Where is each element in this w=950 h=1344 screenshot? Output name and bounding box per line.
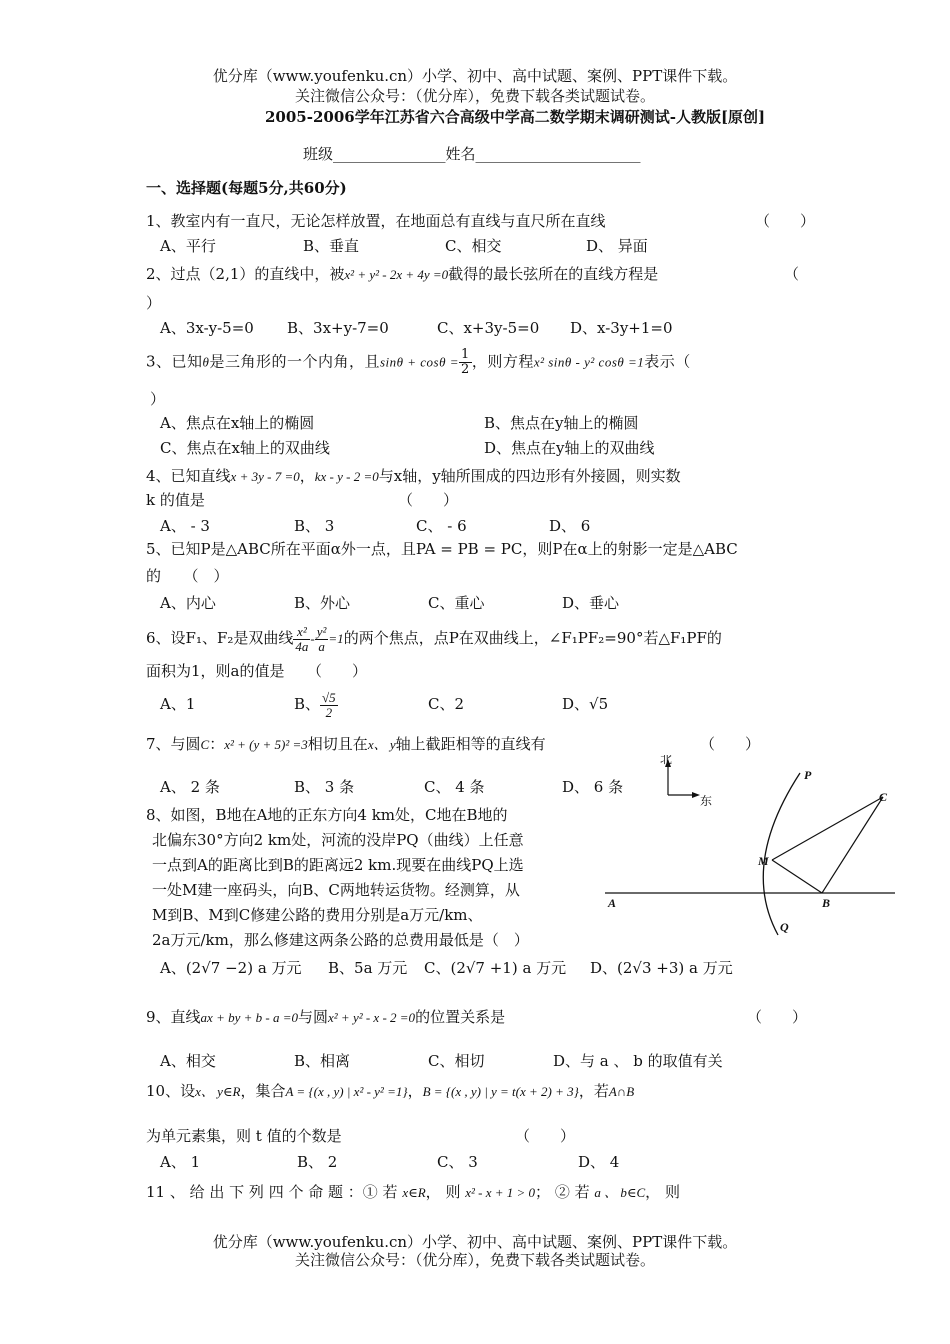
q2-post: 截得的最长弦所在的直线方程是	[448, 265, 659, 283]
q6-option-d: D、√5	[562, 695, 609, 713]
q10-intersection: A∩B	[608, 1084, 635, 1099]
q8-option-c: C、(2√7 +1) a 万元	[424, 959, 567, 977]
q2-option-c: C、x+3y-5=0	[437, 319, 540, 337]
q1-bracket: （ ）	[755, 212, 816, 230]
q3-mid2: ，则方程	[471, 352, 534, 371]
section-heading: 一、选择题(每题5分,共60分)	[146, 179, 347, 197]
q8-option-d: D、(2√3 +3) a 万元	[590, 959, 733, 977]
q7-colon: ：	[209, 735, 225, 753]
q4-line1: x + 3y - 7 =0	[230, 469, 300, 484]
q7-axes: x、 y	[367, 737, 396, 752]
q10-stem-line2: 为单元素集，则 t 值的个数是	[146, 1127, 342, 1145]
q8-line-5: M到B、M到C修建公路的费用分别是a万元/km、	[152, 906, 483, 924]
q6-eq: =1	[328, 631, 344, 646]
q7-option-a: A、 2 条	[160, 778, 220, 796]
q4-line2: kx - y - 2 =0	[314, 469, 379, 484]
q3-frac-num: 1	[461, 347, 470, 362]
header-line-1: 优分库（www.youfenku.cn）小学、初中、高中试题、案例、PPT课件下载。	[212, 67, 738, 85]
q6-stem-line2: 面积为1，则a的值是 （ ）	[146, 662, 367, 680]
q11-text1: 11 、 给 出 下 列 四 个 命 题 ：① 若	[146, 1183, 398, 1201]
point-p-label: P	[804, 768, 812, 782]
q10-option-d: D、 4	[578, 1153, 620, 1171]
q10-set-a: A = {(x , y) | x² - y² =1}	[285, 1084, 408, 1099]
q9-option-a: A、相交	[160, 1052, 216, 1070]
q4-stem	[146, 466, 681, 487]
q9-pre: 9、直线	[146, 1008, 201, 1026]
q6-post: 的两个焦点，点P在双曲线上，∠F₁PF₂=90°若△F₁PF的	[343, 629, 722, 647]
q3-frac-den: 2	[461, 362, 470, 377]
q4-post: 与x轴，y轴所围成的四边形有外接圆，则实数	[378, 467, 681, 485]
q6-option-c: C、2	[428, 695, 465, 713]
q1-option-a: A、平行	[160, 237, 216, 255]
q4-sep: ，	[299, 467, 315, 485]
q11-expr2: x² - x + 1 > 0	[465, 1185, 536, 1200]
point-a-label: A	[608, 896, 617, 910]
q5-stem-line2: 的 （ ）	[146, 567, 229, 585]
q5-stem: 5、已知P是△ABC所在平面α外一点，且PA = PB = PC，则P在α上的射影一定是△ABC	[146, 540, 738, 558]
q7-option-b: B、 3 条	[294, 778, 355, 796]
q4-option-b: B、 3	[294, 517, 335, 535]
q3-close: ）	[150, 390, 166, 408]
q1-option-b: B、垂直	[303, 237, 360, 255]
q8-line-2: 北偏东30°方向2 km处，河流的没岸PQ（曲线）上任意	[152, 831, 524, 849]
q11-expr3: a 、 b∈C	[594, 1185, 646, 1200]
q6-frac1	[293, 625, 310, 654]
q4-stem-line2: k 的值是	[146, 491, 205, 509]
q7-option-d: D、 6 条	[562, 778, 624, 796]
q2-option-d: D、x-3y+1=0	[570, 319, 673, 337]
q10-set-b: B = {(x , y) | y = t(x + 2) + 3}	[422, 1084, 579, 1099]
q2-circle-equation: x² + y² - 2x + 4y =0	[344, 267, 449, 282]
class-name-line: 班级_______________姓名______________________	[303, 145, 641, 163]
q11-stem	[146, 1182, 680, 1203]
q2-option-a: A、3x-y-5=0	[160, 319, 254, 337]
q5-option-d: D、垂心	[562, 594, 620, 612]
q4-pre: 4、已知直线	[146, 467, 231, 485]
q3-option-a: A、焦点在x轴上的椭圆	[160, 414, 315, 432]
q6-frac2	[315, 625, 329, 654]
q3-option-c: C、焦点在x轴上的双曲线	[160, 439, 330, 457]
point-q-label: Q	[780, 920, 789, 934]
q11-text4: ， 则	[645, 1183, 680, 1201]
q6-frac1-den: 4a	[295, 638, 309, 654]
q6-option-b	[294, 684, 338, 724]
q10-post: ，若	[578, 1082, 609, 1100]
q6-minus: -	[310, 631, 315, 646]
q10-option-a: A、 1	[160, 1153, 201, 1171]
q7-bracket: （ ）	[700, 735, 761, 753]
q3-expr2: x² sinθ - y² cosθ =1	[533, 354, 645, 370]
q11-text3: ； ② 若	[535, 1183, 590, 1201]
q6-option-b-label: B、	[294, 695, 321, 713]
q9-option-b: B、相离	[294, 1052, 351, 1070]
q8-option-a: A、(2√7 −2) a 万元	[160, 959, 302, 977]
q6-frac1-num: x²	[293, 625, 310, 640]
q3-pre: 3、已知	[146, 352, 203, 371]
segment-mc	[772, 797, 883, 860]
q1-option-d: D、 异面	[586, 237, 648, 255]
q10-stem	[146, 1081, 634, 1102]
q8-line-6: 2a万元/km，那么修建这两条公路的总费用最低是（ ）	[152, 931, 529, 949]
q11-text2: ， 则	[425, 1183, 461, 1201]
q9-stem	[146, 1007, 505, 1028]
q5-option-a: A、内心	[160, 594, 216, 612]
q2-pre: 2、过点（2,1）的直线中，被	[146, 265, 345, 283]
q9-mid: 与圆	[297, 1008, 328, 1026]
segment-bc	[822, 797, 883, 893]
q9-line-equation: ax + by + b - a =0	[200, 1010, 298, 1025]
q4-option-a: A、 - 3	[160, 517, 210, 535]
footer-line-1: 优分库（www.youfenku.cn）小学、初中、高中试题、案例、PPT课件下载。	[212, 1233, 738, 1251]
q2-option-b: B、3x+y-7=0	[287, 319, 389, 337]
q1-stem: 1、教室内有一直尺，无论怎样放置，在地面总有直线与直尺所在直线	[146, 212, 606, 230]
q6-option-b-frac	[320, 691, 338, 720]
q9-option-d: D、与 a 、 b 的取值有关	[553, 1052, 723, 1070]
q7-stem	[146, 734, 546, 755]
q8-line-4: 一处M建一座码头，向B、C两地转运货物。经测算，从	[152, 881, 520, 899]
q7-circle-c: C	[200, 737, 210, 752]
point-c-label: C	[879, 790, 888, 804]
q10-option-b: B、 2	[297, 1153, 338, 1171]
q8-diagram	[600, 755, 900, 945]
point-m-label: M	[758, 854, 769, 868]
q7-pre: 7、与圆	[146, 735, 201, 753]
compass-north-label: 北	[660, 755, 673, 766]
q6-option-b-num: √5	[322, 689, 336, 705]
q10-vars: x、 y∈R	[195, 1084, 241, 1099]
q5-option-c: C、重心	[428, 594, 485, 612]
point-b-label: B	[822, 896, 831, 910]
q2-bracket-close: ）	[146, 294, 162, 312]
q8-figure	[600, 755, 900, 945]
q8-line-1: 8、如图，B地在A地的正东方向4 km处，C地在B地的	[146, 806, 508, 824]
q10-option-c: C、 3	[437, 1153, 478, 1171]
q7-mid: 相切且在	[307, 735, 368, 753]
q8-line-3: 一点到A的距离比到B的距离远2 km.现要在曲线PQ上选	[152, 856, 524, 874]
q6-frac2-num: y²	[316, 623, 327, 639]
q9-circle-equation: x² + y² - x - 2 =0	[328, 1010, 416, 1025]
q3-option-d: D、焦点在y轴上的双曲线	[484, 439, 655, 457]
q7-circle-equation: x² + (y + 5)² =3	[224, 737, 308, 752]
q7-post: 轴上截距相等的直线有	[395, 735, 546, 753]
q3-stem	[146, 348, 691, 377]
q3-option-b: B、焦点在y轴上的椭圆	[484, 414, 639, 432]
q8-option-b: B、5a 万元	[328, 959, 408, 977]
q9-bracket: （ ）	[747, 1008, 808, 1026]
q4-bracket: （ ）	[398, 491, 459, 509]
q4-option-c: C、 - 6	[416, 517, 467, 535]
q6-stem	[146, 618, 722, 659]
q10-bracket: （ ）	[515, 1127, 576, 1145]
q6-frac2-den: a	[318, 638, 325, 654]
q10-mid: ，集合	[240, 1082, 286, 1100]
q10-sep: ，	[407, 1082, 423, 1100]
q9-post: 的位置关系是	[415, 1008, 506, 1026]
q7-option-c: C、 4 条	[424, 778, 485, 796]
q3-post: 表示（	[644, 352, 691, 371]
segment-mb	[772, 860, 822, 893]
q3-theta: θ	[202, 354, 210, 370]
footer-line-2: 关注微信公众号：（优分库），免费下载各类试题试卷。	[294, 1251, 655, 1269]
q6-pre: 6、设F₁、F₂是双曲线	[146, 629, 294, 647]
q6-option-a: A、1	[160, 695, 196, 713]
q2-stem	[146, 264, 658, 285]
q3-mid1: 是三角形的一个内角，且	[209, 352, 380, 371]
q3-expr1: sinθ + cosθ =	[379, 354, 460, 370]
q11-expr1: x∈R	[402, 1185, 426, 1200]
q4-option-d: D、 6	[549, 517, 591, 535]
q10-pre: 10、设	[146, 1082, 196, 1100]
header-line-2: 关注微信公众号：（优分库），免费下载各类试题试卷。	[294, 87, 655, 105]
exam-title: 2005-2006学年江苏省六合高级中学高二数学期末调研测试-人教版[原创]	[265, 108, 766, 126]
compass-east-label: 东	[700, 794, 713, 808]
compass-east-arrow-icon	[692, 792, 700, 798]
q1-option-c: C、相交	[445, 237, 502, 255]
q6-option-b-den: 2	[325, 704, 333, 720]
q5-option-b: B、外心	[294, 594, 351, 612]
q2-bracket-open: （	[784, 265, 800, 283]
q9-option-c: C、相切	[428, 1052, 485, 1070]
q3-fraction	[459, 348, 472, 377]
